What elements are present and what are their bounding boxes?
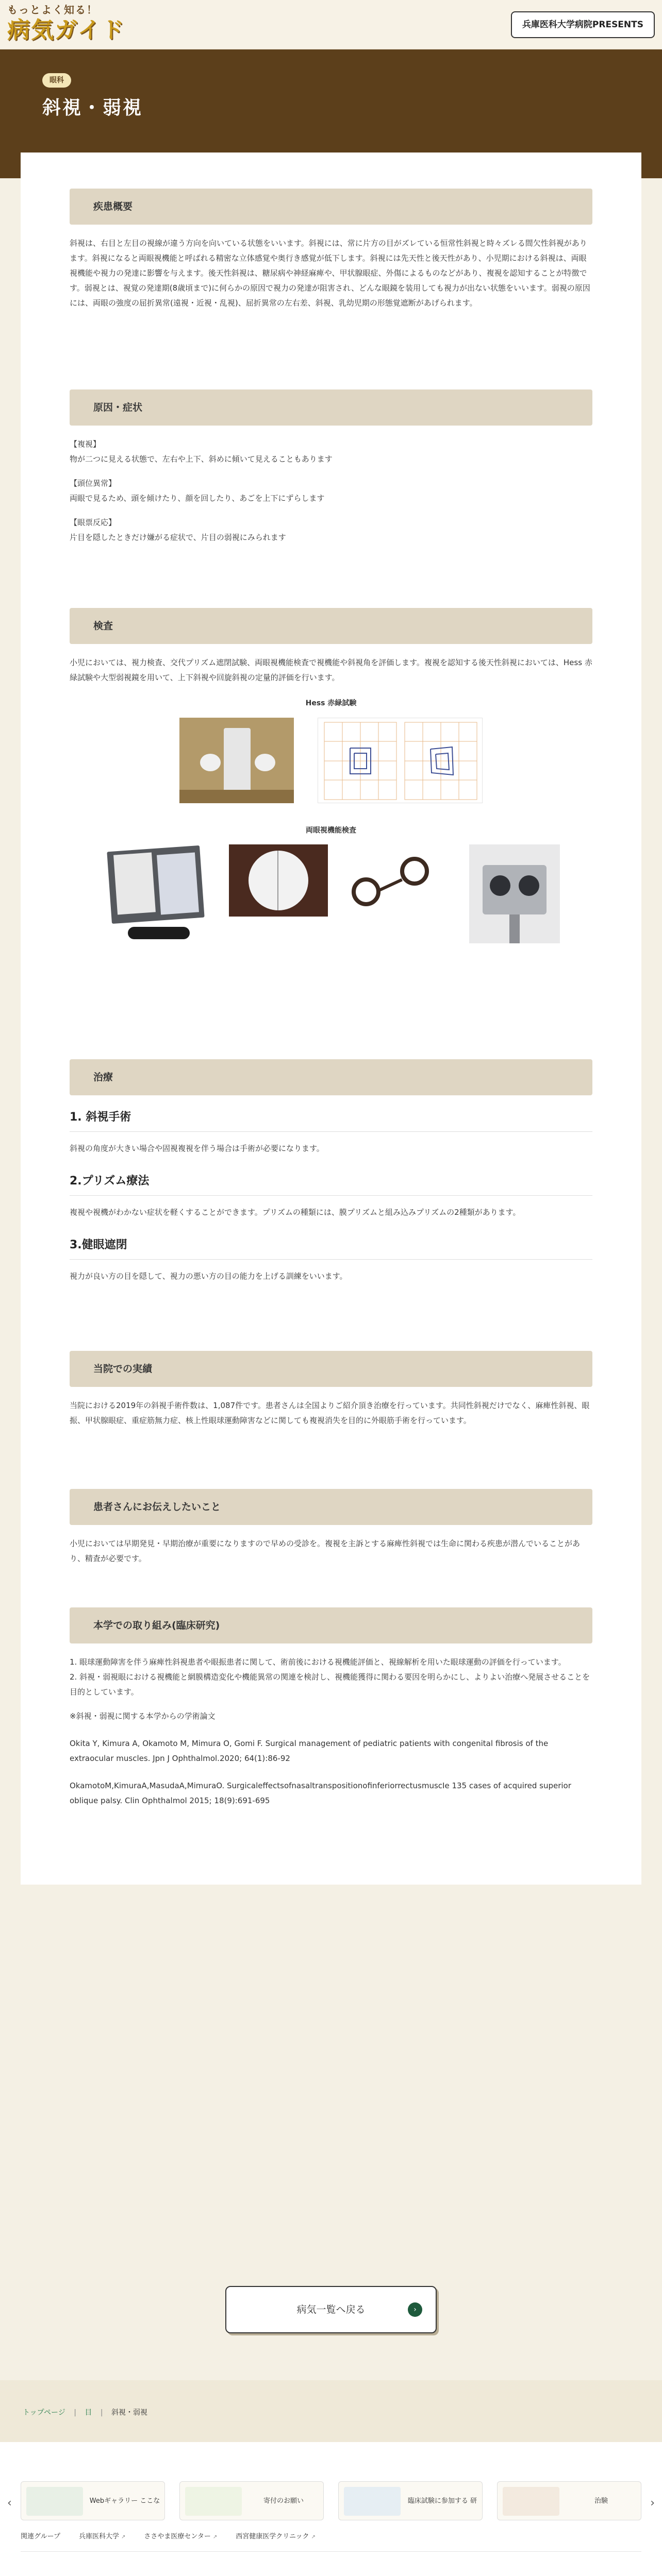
breadcrumb-current: 斜視・弱視 [111, 2409, 147, 2417]
exam-text: 小児においては、視力検査、交代プリズム遮閉試験、両眼視機能検査で視機能や斜視角を評価します。複視を認知する後天性斜視においては、Hess 赤緑試験や大型弱視鏡を用いて、上下斜視や回旋斜視の定量的評価を行います。 [70, 658, 592, 682]
figure-caption-hess: Hess 赤緑試験 [305, 699, 357, 707]
hess-apparatus-photo [179, 718, 294, 803]
external-link-icon: ↗ [121, 2534, 126, 2540]
treatment-subtitle: 2.プリズム療法 [70, 1173, 592, 1196]
arrow-right-icon: › [408, 2302, 422, 2317]
breadcrumb-separator: | [100, 2409, 103, 2417]
cause-item-text: 片目を隠したときだけ嫌がる症状で、片目の弱視にみられます [70, 533, 286, 542]
related-link[interactable] [144, 2531, 217, 2544]
section-heading: 治療 [70, 1059, 592, 1095]
treatment-text: 視力が良い方の目を隠して、視力の悪い方の目の能力を上げる訓練をいいます。 [70, 1272, 347, 1281]
section-message [70, 1489, 592, 1566]
cause-item-title: 【眼票反応】 [70, 518, 117, 527]
breadcrumb-link-eye[interactable]: 目 [85, 2409, 92, 2417]
cause-item-text: 物が二つに見える状態で、左右や上下、斜めに傾いて見えることもあります [70, 454, 333, 464]
footer-divider [21, 2551, 641, 2552]
figure-row-hess [70, 718, 592, 803]
research-reference-2: OkamotoM,KimuraA,MasudaA,MimuraO. SurgicaleffectsofnasaltranspositionofinferiorrectusmuscIe 135 cases of acquired superior oblique palsy. Clin Ophthalmol 2015; 18(9):691-695 [70, 1781, 571, 1805]
site-logo[interactable] [7, 3, 131, 46]
message-text: 小児においては早期発見・早期治療が重要になりますので早めの受診を。複視を主訴とする麻痺性斜視では生命に関わる疾患が潜んでいることがあり、精査が必要です。 [70, 1539, 581, 1563]
external-link-icon: ↗ [212, 2534, 218, 2540]
related-links [21, 2531, 316, 2544]
banner-thumbnail [185, 2487, 242, 2516]
section-exam [70, 608, 592, 943]
back-to-list-button[interactable] [225, 2286, 437, 2333]
treatment-subtitle: 1. 斜視手術 [70, 1109, 592, 1132]
stereo-test-book-photo [102, 844, 210, 943]
cause-item-title: 【頭位異常】 [70, 479, 117, 488]
related-link-label: ささやま医療センター [144, 2533, 211, 2540]
research-note: ※斜視・弱視に関する本学からの学術論文 [70, 1711, 216, 1721]
site-header [0, 0, 662, 49]
breadcrumb-band [0, 2380, 662, 2442]
results-text: 当院における2019年の斜視手術件数は、1,087件です。患者さんは全国よりご紹介頂き治療を行っています。共同性斜視だけでなく、麻痺性斜視、眼振、甲状腺眼症、重症筋無力症、核上性眼球運動障害などに関しても複視消失を目的に外眼筋手術を行っています。 [70, 1401, 590, 1425]
breadcrumb-link-top[interactable]: トップページ [23, 2409, 65, 2417]
external-link-icon: ↗ [311, 2534, 316, 2540]
overview-text: 斜視は、右目と左目の視線が違う方向を向いている状態をいいます。斜視には、常に片方の目がズレている恒常性斜視と時々ズレる間欠性斜視があります。斜視になると両眼視機能と呼ばれる精密な立体感覚や奥行き感覚が低下します。斜視には先天性と後天性があり、小児期における斜視は、両眼視機能や視力の発達に影響を与えます。後天性斜視は、糖尿病や神経麻痺や、甲状腺眼症、外傷によるものなどがあり、複視を認知することが特徴です。弱視とは、視覚の発達期(8歳頃まで)に何らかの原因で視力の発達が阻害され、どんな眼鏡を装用しても視力が出ない状態をいいます。弱視の原因には、両眼の強度の屈折異常(遠視・近視・乱視)、屈折異常の左右差、斜視、乳幼児期の形態覚遮断があげられます。 [70, 239, 590, 308]
banner-carousel [21, 2481, 641, 2520]
page-title: 斜視・弱視 [42, 97, 143, 118]
banner-donation[interactable] [179, 2481, 324, 2520]
research-text-1: 1. 眼球運動障害を伴う麻痺性斜視患者や眼振患者に関して、術前後における視機能評価と、視線解析を用いた眼球運動の評価を行っています。 [70, 1657, 566, 1667]
back-to-list-label: 病気一覧へ戻る [296, 2304, 366, 2315]
related-label: 関連グループ [21, 2533, 60, 2540]
section-cause [70, 389, 592, 545]
synoptophore-lens-photo [229, 844, 328, 917]
treatment-subtitle: 3.健眼遮閉 [70, 1236, 592, 1260]
hess-chart-svg [318, 718, 483, 804]
research-reference-1: Okita Y, Kimura A, Okamoto M, Mimura O, Gomi F. Surgical management of pediatric patients with congenital fibrosis of the extraocular muscles. Jpn J Ophthalmol.2020; 64(1):86-92 [70, 1739, 549, 1763]
banner-thumbnail [344, 2487, 401, 2516]
related-link-label: 兵庫医科大学 [78, 2533, 119, 2540]
research-text-2: 2. 斜視・弱視眼における視機能と網膜構造変化や機能異常の関連を検討し、視機能獲得に関わる要因を明らかにし、よりよい治療へ発展させることを目的としています。 [70, 1672, 590, 1697]
figure-row-binocular [70, 844, 592, 943]
presents-button[interactable]: 兵庫医科大学病院PRESENTS [511, 11, 655, 38]
breadcrumb [23, 2406, 147, 2420]
section-overview [70, 189, 592, 311]
banner-gallery[interactable] [21, 2481, 165, 2520]
cause-item-title: 【複視】 [70, 439, 101, 449]
related-link[interactable] [79, 2531, 125, 2544]
banner-thumbnail [26, 2487, 83, 2516]
treatment-text: 複視や視機がわかない症状を軽くすることができます。プリズムの種類には、膜プリズムと組み込みプリズムの2種類があります。 [70, 1208, 521, 1217]
site-footer [0, 2442, 662, 2576]
section-heading: 当院での実績 [70, 1351, 592, 1387]
chevron-right-icon[interactable]: › [650, 2497, 655, 2510]
breadcrumb-separator: | [74, 2409, 76, 2417]
banner-chiken[interactable] [497, 2481, 641, 2520]
banner-label: 寄付のお願い [263, 2497, 304, 2505]
figure-caption-binocular: 両眼視機能検査 [306, 826, 356, 835]
banner-thumbnail [503, 2487, 559, 2516]
section-heading: 本学での取り組み(臨床研究) [70, 1607, 592, 1643]
related-link-label: 西宮健康医学クリニック [236, 2533, 309, 2540]
banner-label: 臨床試験に参加する 研 [407, 2497, 477, 2505]
banner-clinical-trial[interactable] [338, 2481, 483, 2520]
logo-subtitle: もっとよく知る！ [7, 4, 98, 16]
banner-label: 治験 [594, 2497, 608, 2505]
hess-chart-figure [318, 718, 483, 803]
section-research [70, 1607, 592, 1808]
section-heading: 原因・症状 [70, 389, 592, 426]
logo-title: 病気ガイド [7, 17, 125, 43]
cause-item-text: 両眼で見るため、頭を傾けたり、顔を回したり、あごを上下にずらします [70, 494, 325, 503]
section-heading: 検査 [70, 608, 592, 644]
treatment-text: 斜視の角度が大きい場合や固視複視を伴う場合は手術が必要になります。 [70, 1144, 324, 1153]
section-treatment [70, 1059, 592, 1284]
section-heading: 患者さんにお伝えしたいこと [70, 1489, 592, 1525]
department-tag: 眼科 [42, 73, 71, 88]
test-glasses-photo [346, 844, 451, 917]
major-amblyoscope-photo [469, 844, 560, 943]
section-heading: 疾患概要 [70, 189, 592, 225]
main-content [21, 152, 641, 1885]
chevron-left-icon[interactable]: ‹ [7, 2497, 12, 2510]
banner-label: Webギャラリー ここな [89, 2497, 160, 2505]
section-results [70, 1351, 592, 1428]
related-link[interactable] [236, 2531, 316, 2544]
